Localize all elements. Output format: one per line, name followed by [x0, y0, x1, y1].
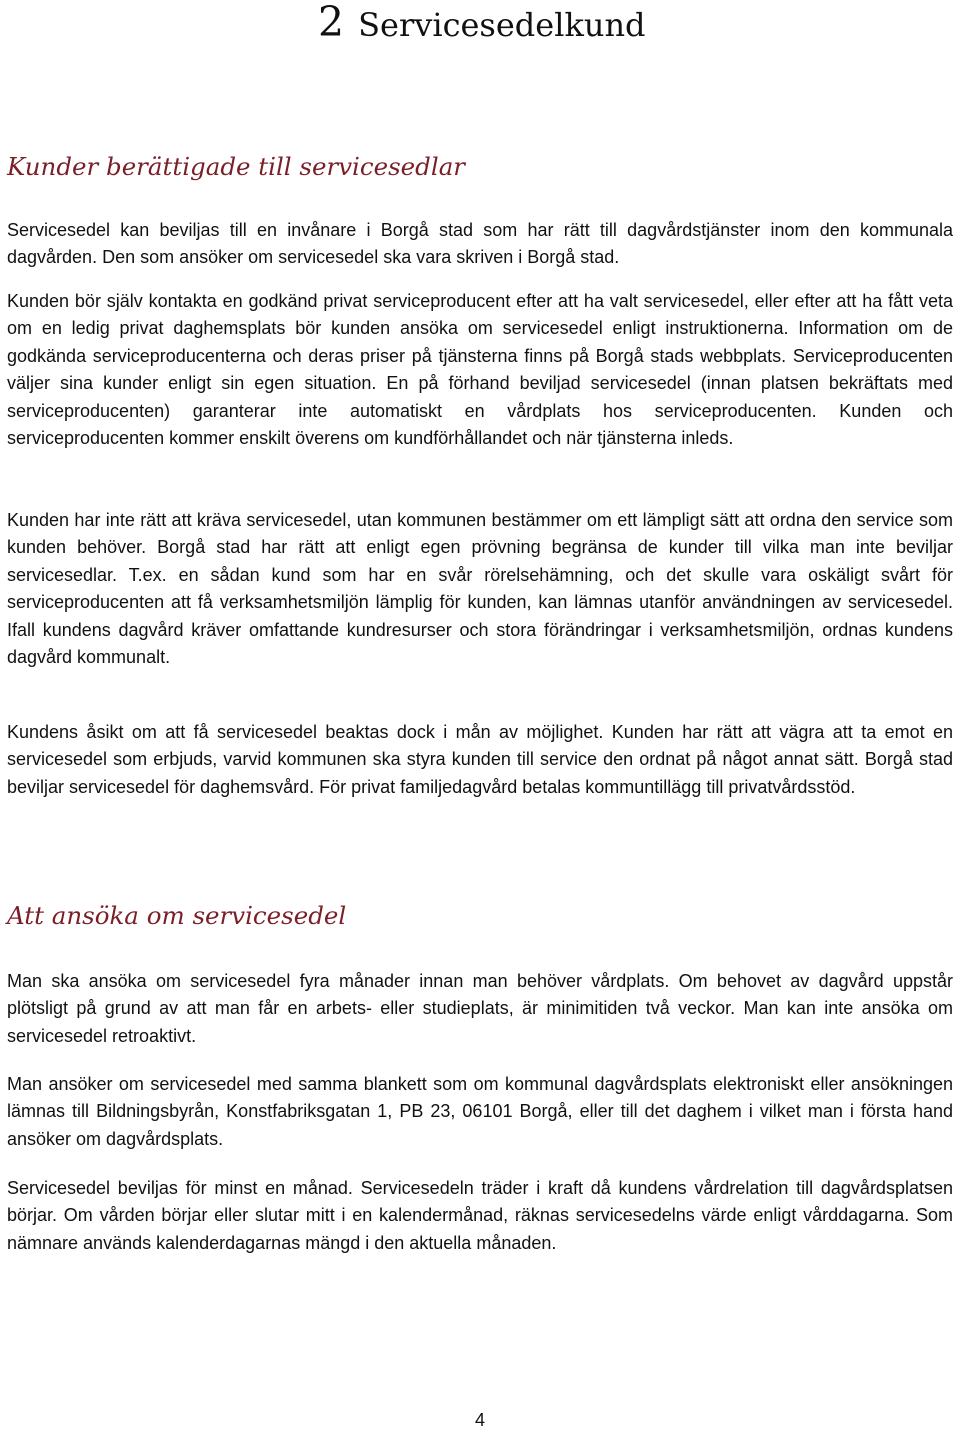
chapter-header: [318, 0, 938, 53]
chapter-title: Servicesedelkund: [358, 6, 646, 44]
chapter-number: 2: [318, 0, 345, 46]
section-heading-ansoka: Att ansöka om servicesedel: [7, 901, 347, 930]
section-heading-kunder: Kunder berättigade till servicesedlar: [7, 152, 466, 181]
paragraph: Kunden har inte rätt att kräva servicesedel, utan kommunen bestämmer om ett lämpligt sätt att ordna den service som kunden behöver. Borgå stad har rätt att enligt egen prövning begränsa de kunder till vilka man inte beviljar servicesedlar. T.ex. en sådan kund som har en svår rörelsehämning, och det skulle vara oskäligt svårt för serviceproducenten att få verksamhetsmiljön lämplig för kunden, kan lämnas utanför användningen av servicesedel. Ifall kundens dagvård kräver omfattande kundresurser och stora förändringar i verksamhetsmiljön, ordnas kundens dagvård kommunalt.: [7, 510, 953, 668]
paragraph: Man ska ansöka om servicesedel fyra månader innan man behöver vårdplats. Om behovet av dagvård uppstår plötsligt på grund av att man får en arbets- eller studieplats, är minimitiden två veckor. Man kan inte ansöka om servicesedel retroaktivt.: [7, 971, 953, 1046]
paragraph: Kunden bör själv kontakta en godkänd privat serviceproducent efter att ha valt servicesedel, eller efter att ha fått veta om en ledig privat daghemsplats bör kunden ansöka om servicesedel enligt instruktionerna. Information om de godkända serviceproducenterna och deras priser på tjänsterna finns på Borgå stads webbplats. Serviceproducenten väljer sina kunder enligt sin egen situation. En på förhand beviljad servicesedel (innan platsen bekräftats med serviceproducenten) garanterar inte automatiskt en vårdplats hos serviceproducenten. Kunden och serviceproducenten kommer enskilt överens om kundförhållandet och när tjänsterna inleds.: [7, 291, 953, 449]
page-number: 4: [474, 1410, 485, 1430]
paragraph: Kundens åsikt om att få servicesedel beaktas dock i mån av möjlighet. Kunden har rätt att vägra att ta emot en servicesedel som erbjuds, varvid kommunen ska styra kunden till service den ordnat på något annat sätt. Borgå stad beviljar servicesedel för daghemsvård. För privat familjedagvård betalas kommuntillägg till privatvårdsstöd.: [7, 722, 953, 797]
paragraph: Servicesedel beviljas för minst en månad. Servicesedeln träder i kraft då kundens vårdrelation till dagvårdsplatsen börjar. Om vården börjar eller slutar mitt i en kalendermånad, räknas servicesedelns värde enligt vårddagarna. Som nämnare används kalenderdagarnas mängd i den aktuella månaden.: [7, 1178, 953, 1253]
paragraph: Servicesedel kan beviljas till en invånare i Borgå stad som har rätt till dagvårdstjänster inom den kommunala dagvården. Den som ansöker om servicesedel ska vara skriven i Borgå stad.: [7, 220, 953, 268]
paragraph: Man ansöker om servicesedel med samma blankett som om kommunal dagvårdsplats elektroniskt eller ansökningen lämnas till Bildningsbyrån, Konstfabriksgatan 1, PB 23, 06101 Borgå, eller till det daghem i vilket man i första hand ansöker om dagvårdsplats.: [7, 1074, 953, 1149]
